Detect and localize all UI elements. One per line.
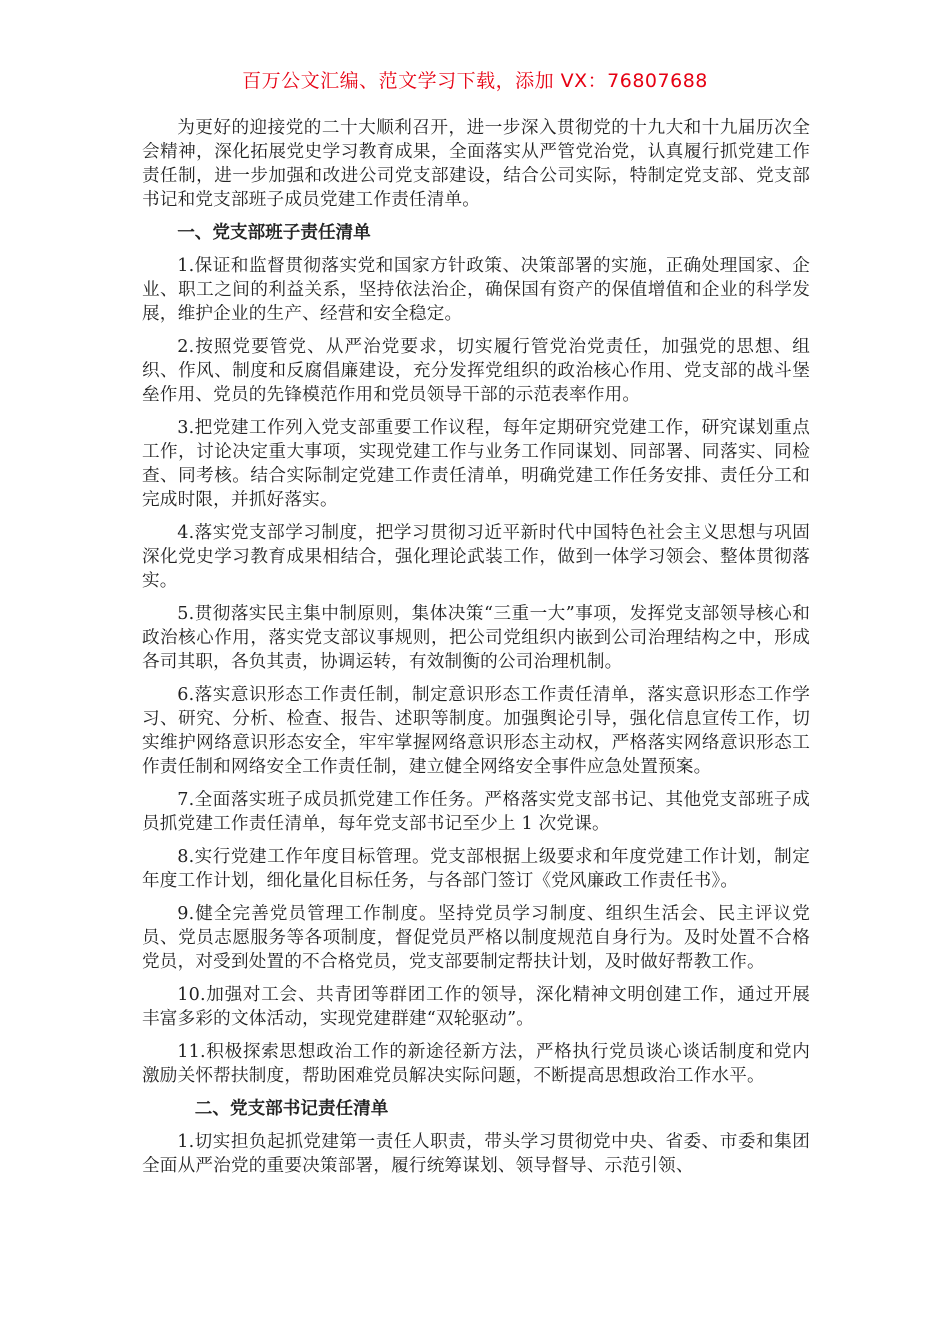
section-heading-2: 二、党支部书记责任清单 [194,1099,389,1119]
list-item: 5.贯彻落实民主集中制原则，集体决策“三重一大”事项，发挥党支部领导核心和政治核心作用，落实党支部议事规则，把公司党组织内嵌到公司治理结构之中，形成各司其职，各负其责，协调运转，有效制衡的公司治理机制。 [142,604,810,672]
list-item: 9.健全完善党员管理工作制度。坚持党员学习制度、组织生活会、民主评议党员、党员志愿服务等各项制度，督促党员严格以制度规范自身行为。及时处置不合格党员，对受到处置的不合格党员，党支部要制定帮扶计划，及时做好帮教工作。 [142,904,810,972]
section-heading-1: 一、党支部班子责任清单 [177,223,371,243]
document-body [142,116,810,1187]
list-item: 1.保证和监督贯彻落实党和国家方针政策、决策部署的实施，正确处理国家、企业、职工之间的利益关系，坚持依法治企，确保国有资产的保值增值和企业的科学发展，维护企业的生产、经营和安全稳定。 [142,256,810,324]
list-item: 1.切实担负起抓党建第一责任人职责，带头学习贯彻党中央、省委、市委和集团全面从严治党的重要决策部署，履行统筹谋划、领导督导、示范引领、 [142,1132,810,1176]
list-item: 2.按照党要管党、从严治党要求，切实履行管党治党责任，加强党的思想、组织、作风、制度和反腐倡廉建设，充分发挥党组织的政治核心作用、党支部的战斗堡垒作用、党员的先锋模范作用和党员领导干部的示范表率作用。 [142,337,810,405]
list-item: 6.落实意识形态工作责任制，制定意识形态工作责任清单，落实意识形态工作学习、研究、分析、检查、报告、述职等制度。加强舆论引导，强化信息宣传工作，切实维护网络意识形态安全，牢牢掌握网络意识形态主动权，严格落实网络意识形态工作责任制和网络安全工作责任制，建立健全网络安全事件应急处置预案。 [142,685,810,777]
intro-paragraph: 为更好的迎接党的二十大顺利召开，进一步深入贯彻党的十九大和十九届历次全会精神，深化拓展党史学习教育成果，全面落实从严管党治党，认真履行抓党建工作责任制，进一步加强和改进公司党支部建设，结合公司实际，特制定党支部、党支部书记和党支部班子成员党建工作责任清单。 [142,118,810,210]
list-item: 3.把党建工作列入党支部重要工作议程，每年定期研究党建工作，研究谋划重点工作，讨论决定重大事项，实现党建工作与业务工作同谋划、同部署、同落实、同检查、同考核。结合实际制定党建工作责任清单，明确党建工作任务安排、责任分工和完成时限，并抓好落实。 [142,418,810,510]
list-item: 7.全面落实班子成员抓党建工作任务。严格落实党支部书记、其他党支部班子成员抓党建工作责任清单，每年党支部书记至少上 1 次党课。 [142,790,810,834]
list-item: 8.实行党建工作年度目标管理。党支部根据上级要求和年度党建工作计划，制定年度工作计划，细化量化目标任务，与各部门签订《党风廉政工作责任书》。 [142,847,810,891]
list-item: 11.积极探索思想政治工作的新途径新方法，严格执行党员谈心谈话制度和党内激励关怀帮扶制度，帮助困难党员解决实际问题，不断提高思想政治工作水平。 [142,1042,810,1086]
watermark-banner: 百万公文汇编、范文学习下载，添加 VX：76807688 [242,70,708,92]
list-item: 10.加强对工会、共青团等群团工作的领导，深化精神文明创建工作，通过开展丰富多彩的文体活动，实现党建群建“双轮驱动”。 [142,985,810,1029]
list-item: 4.落实党支部学习制度，把学习贯彻习近平新时代中国特色社会主义思想与巩固深化党史学习教育成果相结合，强化理论武装工作，做到一体学习领会、整体贯彻落实。 [142,523,810,591]
